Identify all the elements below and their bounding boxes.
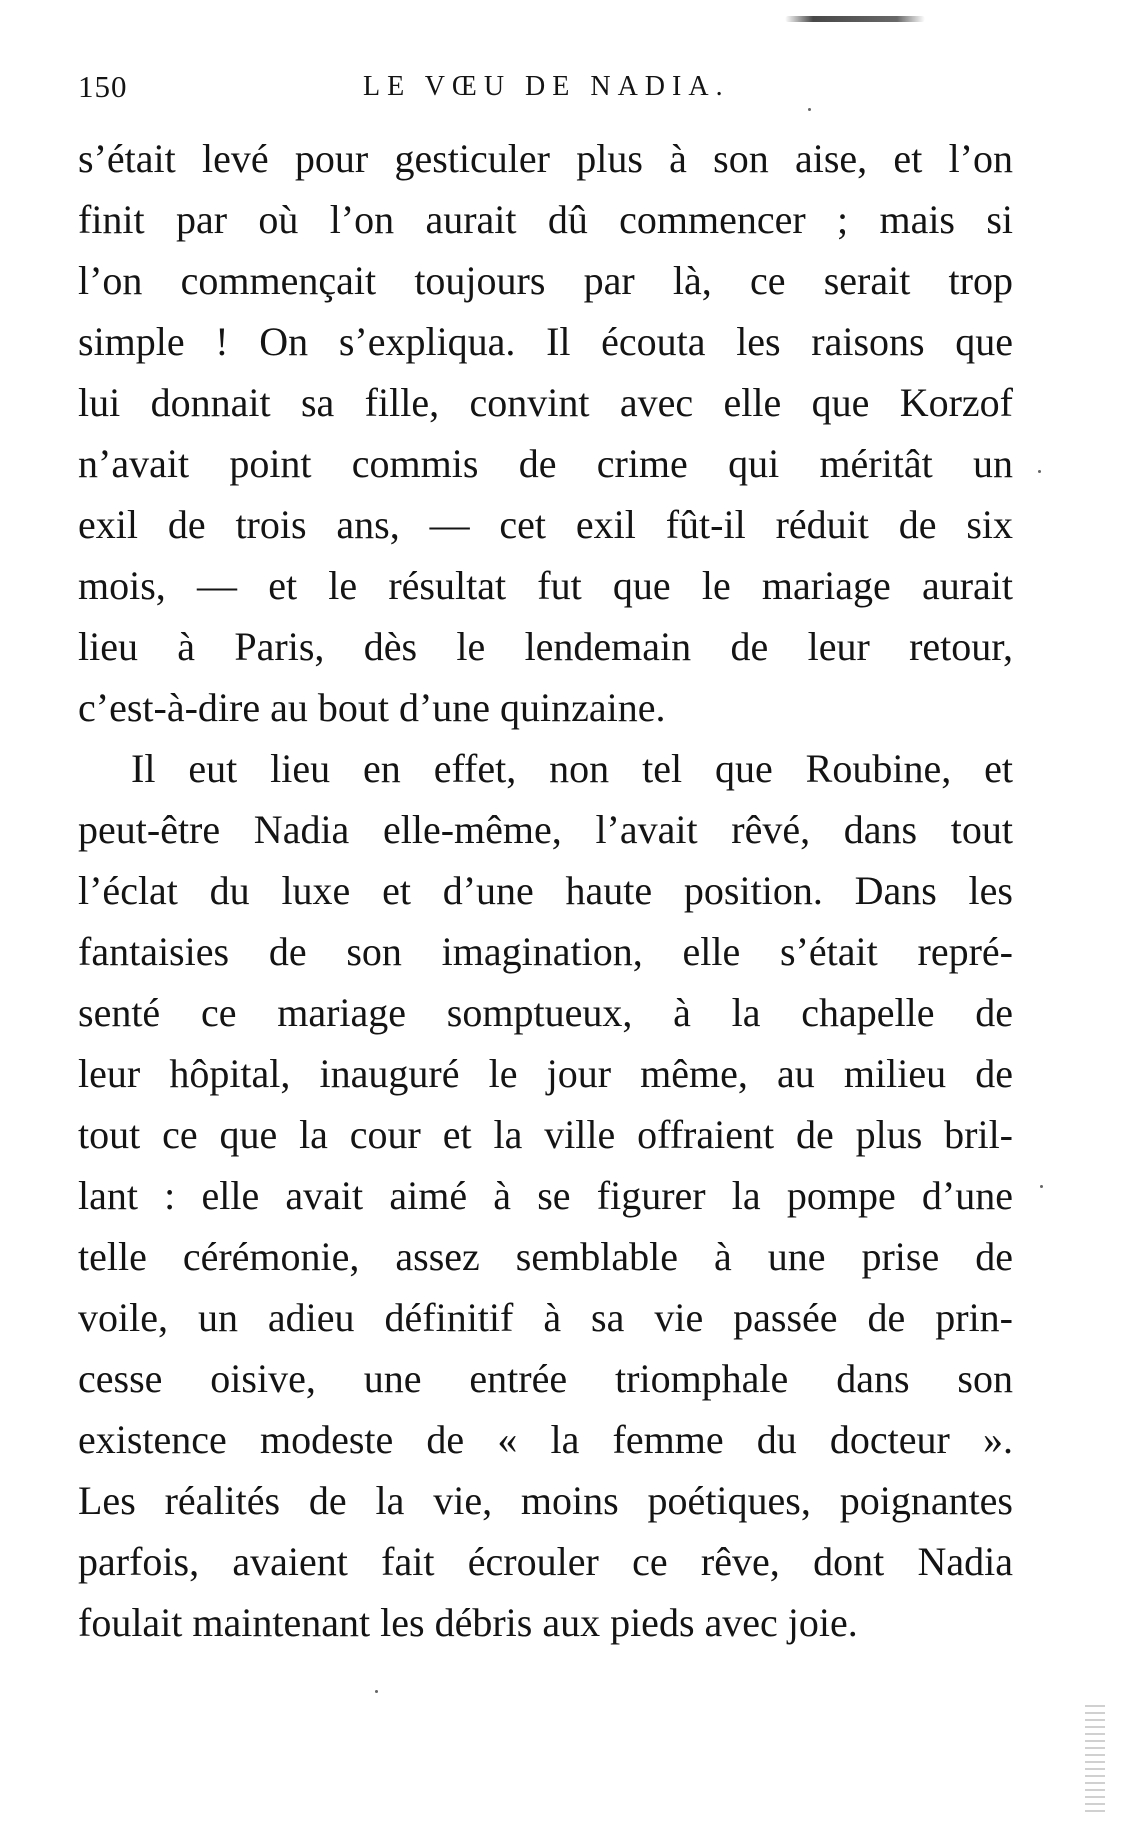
text-line: parfois, avaient fait écrouler ce rêve, dont Nadia <box>78 1539 1013 1584</box>
text-line: leur hôpital, inauguré le jour même, au milieu de <box>78 1051 1013 1096</box>
text-line: exil de trois ans, — cet exil fût-il réduit de six <box>78 502 1013 547</box>
text-line: existence modeste de « la femme du docteur ». <box>78 1417 1013 1462</box>
text-line: mois, — et le résultat fut que le mariage aurait <box>78 563 1013 608</box>
text-line: voile, un adieu définitif à sa vie passée de prin- <box>78 1295 1013 1340</box>
text-line: l’éclat du luxe et d’une haute position. Dans les <box>78 868 1013 913</box>
page-number: 150 <box>78 69 128 104</box>
text-line: fantaisies de son imagination, elle s’était repré- <box>78 929 1013 974</box>
text-line: lant : elle avait aimé à se figurer la pompe d’une <box>78 1173 1013 1218</box>
paragraph-1 <box>78 128 1013 738</box>
text-line: finit par où l’on aurait dû commencer ; mais si <box>78 197 1013 242</box>
text-line: c’est-à-dire au bout d’une quinzaine. <box>78 685 666 730</box>
text-line: tout ce que la cour et la ville offraient de plus bril- <box>78 1112 1013 1157</box>
page-edge-noise <box>1085 1705 1105 1815</box>
text-line: foulait maintenant les débris aux pieds avec joie. <box>78 1600 858 1645</box>
text-line: peut-être Nadia elle-même, l’avait rêvé, dans tout <box>78 807 1013 852</box>
text-line: telle cérémonie, assez semblable à une prise de <box>78 1234 1013 1279</box>
ink-speck <box>1038 470 1041 473</box>
text-line: simple ! On s’expliqua. Il écouta les raisons que <box>78 319 1013 364</box>
text-line: lieu à Paris, dès le lendemain de leur retour, <box>78 624 1013 669</box>
running-title: LE VŒU DE NADIA. <box>363 71 730 102</box>
text-line: Il eut lieu en effet, non tel que Roubine, et <box>131 746 1013 791</box>
ink-speck <box>375 1690 378 1693</box>
text-line: senté ce mariage somptueux, à la chapelle de <box>78 990 1013 1035</box>
body-text <box>78 128 1013 1653</box>
text-line: cesse oisive, une entrée triomphale dans son <box>78 1356 1013 1401</box>
text-line: n’avait point commis de crime qui méritât un <box>78 441 1013 486</box>
ink-smudge-mark <box>785 16 925 22</box>
text-line: Les réalités de la vie, moins poétiques, poignantes <box>78 1478 1013 1523</box>
text-line: l’on commençait toujours par là, ce serait trop <box>78 258 1013 303</box>
running-header <box>78 62 1013 112</box>
text-line: lui donnait sa fille, convint avec elle que Korzof <box>78 380 1013 425</box>
paragraph-2 <box>78 738 1013 1653</box>
text-line: s’était levé pour gesticuler plus à son aise, et l’on <box>78 136 1013 181</box>
ink-speck <box>1040 1185 1043 1188</box>
